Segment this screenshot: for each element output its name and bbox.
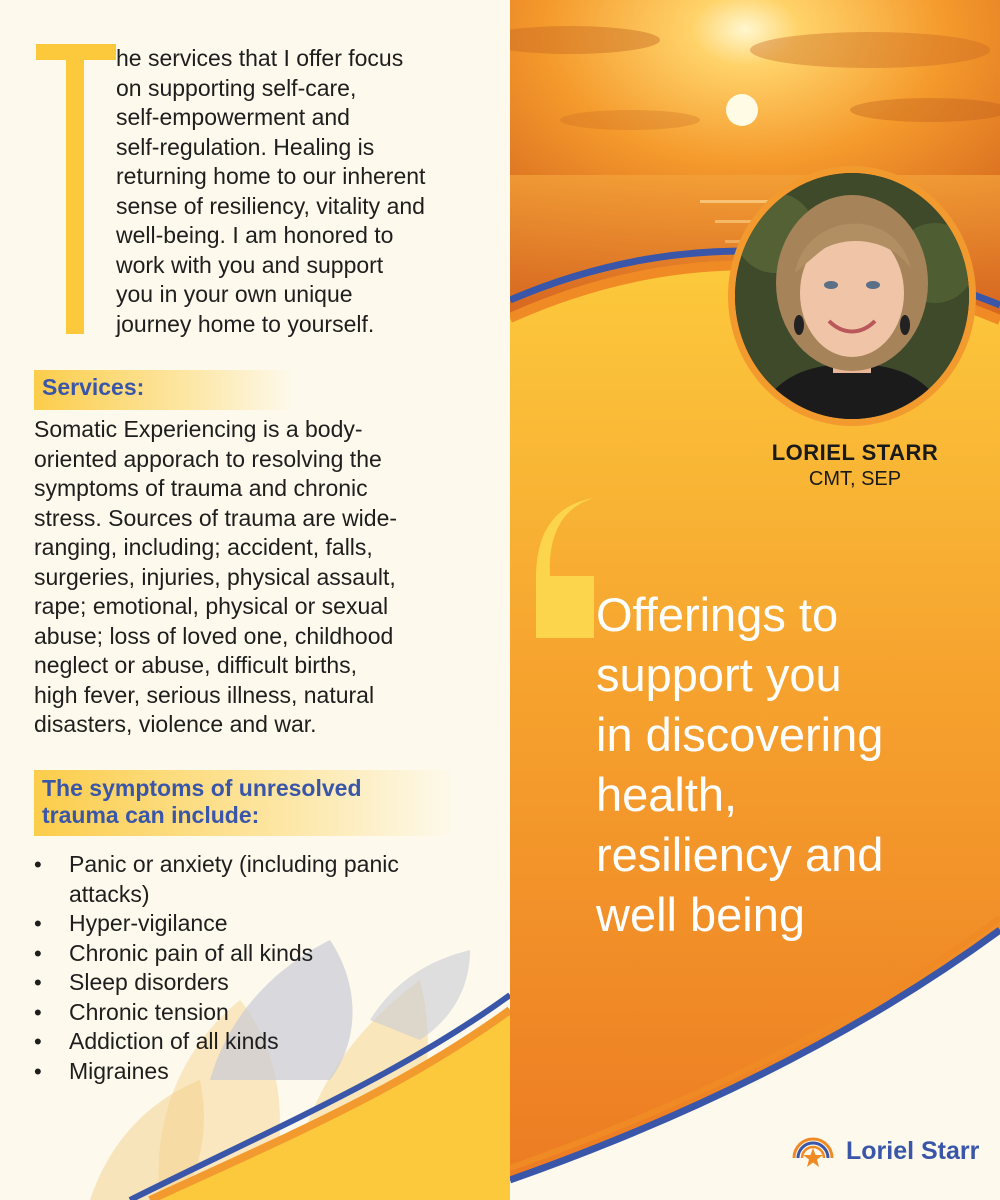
intro-line: self-empowerment and bbox=[116, 104, 350, 130]
intro-paragraph bbox=[116, 44, 486, 339]
profile-credentials: CMT, SEP bbox=[808, 468, 902, 490]
services-line: neglect or abuse, difficult births, bbox=[34, 652, 358, 678]
intro-line: on supporting self-care, bbox=[116, 74, 357, 101]
tagline bbox=[596, 585, 976, 945]
services-line: high fever, serious illness, natural bbox=[34, 681, 375, 708]
logo-text: Loriel Starr bbox=[846, 1136, 980, 1165]
list-item: • Hyper-vigilance bbox=[34, 909, 494, 939]
tagline-line: in discovering bbox=[596, 708, 884, 761]
services-paragraph bbox=[34, 415, 494, 740]
list-item: • Chronic pain of all kinds bbox=[34, 939, 494, 969]
services-line: abuse; loss of loved one, childhood bbox=[34, 622, 394, 649]
intro-line: you in your own unique bbox=[116, 281, 353, 307]
intro-line: sense of resiliency, vitality and bbox=[116, 192, 425, 219]
profile-name: LORIEL STARR bbox=[771, 440, 939, 465]
tagline-line: well being bbox=[596, 888, 806, 941]
services-line: symptoms of trauma and chronic bbox=[34, 475, 368, 501]
brand-logo bbox=[788, 1124, 979, 1178]
symptoms-heading bbox=[34, 770, 454, 836]
services-line: Somatic Experiencing is a body- bbox=[34, 416, 363, 442]
intro-line: work with you and support bbox=[116, 251, 384, 278]
list-item: • Sleep disorders bbox=[34, 968, 494, 998]
services-line: disasters, violence and war. bbox=[34, 711, 317, 737]
services-line: surgeries, injuries, physical assault, bbox=[34, 563, 396, 590]
profile-photo bbox=[728, 166, 976, 426]
symptoms-heading-line: The symptoms of unresolved bbox=[42, 775, 362, 801]
portrait-illustration bbox=[735, 173, 969, 419]
list-item: • Addiction of all kinds bbox=[34, 1027, 494, 1057]
list-item: • Panic or anxiety (including panic attacks) bbox=[34, 850, 454, 909]
dropcap-letter bbox=[36, 44, 116, 334]
tagline-line: support you bbox=[596, 648, 842, 701]
services-line: oriented apporach to resolving the bbox=[34, 445, 382, 472]
services-line: ranging, including; accident, falls, bbox=[34, 534, 373, 560]
services-line: rape; emotional, physical or sexual bbox=[34, 593, 389, 619]
sun-star-logo-icon bbox=[788, 1126, 838, 1176]
intro-line: journey home to yourself. bbox=[116, 310, 375, 337]
tagline-line: Offerings to bbox=[596, 588, 839, 641]
tagline-line: health, bbox=[596, 768, 738, 821]
list-item: • Chronic tension bbox=[34, 998, 494, 1028]
symptoms-heading-line: trauma can include: bbox=[42, 802, 260, 828]
intro-line: self-regulation. Healing is bbox=[116, 133, 375, 160]
intro-line: returning home to our inherent bbox=[116, 163, 426, 189]
intro-line: well-being. I am honored to bbox=[116, 222, 394, 248]
intro-line: he services that I offer focus bbox=[116, 45, 404, 71]
right-panel bbox=[510, 0, 1000, 1200]
symptoms-list bbox=[34, 850, 494, 1086]
services-line: stress. Sources of trauma are wide- bbox=[34, 504, 398, 531]
tagline-line: resiliency and bbox=[596, 828, 884, 881]
quote-mark-icon bbox=[530, 498, 594, 638]
list-item: • Migraines bbox=[34, 1057, 494, 1087]
services-heading: Services: bbox=[34, 370, 294, 410]
